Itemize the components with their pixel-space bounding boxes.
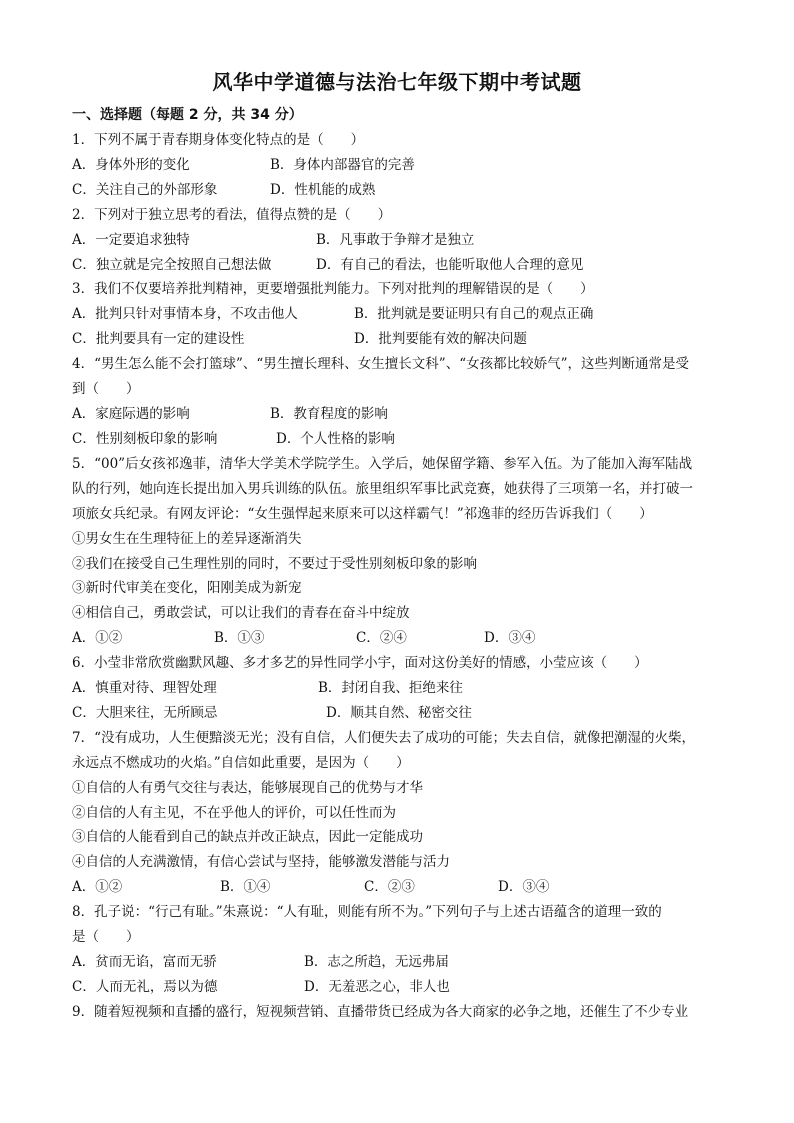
q1-option-b: B．身体内部器官的完善	[270, 157, 415, 173]
q2-option-a: A．一定要追求独特	[72, 232, 190, 248]
q5-statement-1: ①男女生在生理特征上的差异逐渐消失	[72, 531, 302, 547]
q7-statement-4: ④自信的人充满激情，有信心尝试与坚持，能够激发潜能与活力	[72, 854, 450, 870]
q6-option-c: C．大胆来往，无所顾忌	[72, 705, 218, 721]
question-7-stem-line1: 7．“没有成功，人生便黯淡无光；没有自信，人们便失去了成功的可能；失去自信，就像把潮湿的火柴，	[72, 730, 695, 746]
q7-statement-3: ③自信的人能看到自己的缺点并改正缺点，因此一定能成功	[72, 829, 423, 845]
q2-option-c: C．独立就是完全按照自己想法做	[72, 257, 272, 273]
q8-option-d: D．无羞恶之心，非人也	[304, 979, 450, 995]
q6-option-b: B．封闭自我、拒绝来往	[318, 680, 463, 696]
question-5-stem-line1: 5．“00”后女孩祁逸菲，清华大学美术学院学生。入学后，她保留学籍、参军入伍。为了能加入海军陆战	[72, 456, 693, 472]
q8-option-b: B．志之所趋，无远弗届	[304, 954, 449, 970]
q1-option-c: C．关注自己的外部形象	[72, 182, 218, 198]
q5-statement-4: ④相信自己，勇敢尝试，可以让我们的青春在奋斗中绽放	[72, 605, 410, 621]
q3-option-d: D．批判要能有效的解决问题	[354, 331, 527, 347]
question-5-stem-line3: 项旅女兵纪录。有网友评论：“女生强悍起来原来可以这样霸气！”祁逸菲的经历告诉我们（ ）	[72, 506, 653, 522]
q8-option-c: C．人而无礼，焉以为德	[72, 979, 218, 995]
question-1-stem: 1．下列不属于青春期身体变化特点的是（ ）	[72, 132, 365, 148]
q1-option-d: D．性机能的成熟	[270, 182, 376, 198]
question-6-stem: 6．小莹非常欣赏幽默风趣、多才多艺的异性同学小宇，面对这份美好的情感，小莹应该（ ）	[72, 655, 648, 671]
q3-option-b: B．批判就是要证明只有自己的观点正确	[354, 306, 594, 322]
question-8-stem-line2: 是（ ）	[72, 929, 140, 945]
question-8-stem-line1: 8．孔子说：“行己有耻。”朱熹说：“人有耻，则能有所不为。”下列句子与上述古语蕴含的道理一致的	[72, 904, 662, 920]
q5-option-a: A．①②	[72, 630, 123, 646]
question-3-stem: 3．我们不仅要培养批判精神，更要增强批判能力。下列对批判的理解错误的是（ ）	[72, 281, 594, 297]
question-4-stem-line1: 4．“男生怎么能不会打篮球”、“男生擅长理科、女生擅长文科”、“女孩都比较娇气”，这些判断通常是受	[72, 356, 689, 372]
q4-option-a: A．家庭际遇的影响	[72, 406, 190, 422]
q3-option-c: C．批判要具有一定的建设性	[72, 331, 245, 347]
q5-option-c: C．②④	[356, 630, 407, 646]
section-heading: 一、选择题（每题 2 分，共 34 分）	[72, 107, 303, 123]
q4-option-b: B．教育程度的影响	[270, 406, 388, 422]
question-4-stem-line2: 到（ ）	[72, 381, 140, 397]
q3-option-a: A．批判只针对事情本身，不攻击他人	[72, 306, 298, 322]
q2-option-b: B．凡事敢于争辩才是独立	[316, 232, 475, 248]
q7-option-b: B．①④	[220, 879, 271, 895]
exam-title: 风华中学道德与法治七年级下期中考试题	[212, 70, 582, 94]
q7-option-c: C．②③	[364, 879, 415, 895]
q1-option-a: A．身体外形的变化	[72, 157, 190, 173]
q7-statement-2: ②自信的人有主见，不在乎他人的评价，可以任性而为	[72, 805, 396, 821]
q2-option-d: D．有自己的看法，也能听取他人合理的意见	[316, 257, 584, 273]
q5-statement-2: ②我们在接受自己生理性别的同时，不要过于受性别刻板印象的影响	[72, 556, 477, 572]
q7-statement-1: ①自信的人有勇气交往与表达，能够展现自己的优势与才华	[72, 780, 423, 796]
q5-option-d: D．③④	[484, 630, 536, 646]
q5-option-b: B．①③	[214, 630, 265, 646]
q8-option-a: A．贫而无谄，富而无骄	[72, 954, 217, 970]
question-9-stem-line1: 9．随着短视频和直播的盛行，短视频营销、直播带货已经成为各大商家的必争之地，还催生了不少专业	[72, 1004, 689, 1020]
q6-option-a: A．慎重对待、理智处理	[72, 680, 217, 696]
question-7-stem-line2: 永远点不燃成功的火焰。”自信如此重要，是因为（ ）	[72, 755, 410, 771]
q4-option-d: D．个人性格的影响	[276, 431, 395, 447]
question-5-stem-line2: 队的行列，她向连长提出加入男兵训练的队伍。旅里组织军事比武竞赛，她获得了三项第一名，并打破一	[72, 481, 693, 497]
question-2-stem: 2．下列对于独立思考的看法，值得点赞的是（ ）	[72, 207, 392, 223]
q7-option-d: D．③④	[498, 879, 550, 895]
q5-statement-3: ③新时代审美在变化，阳刚美成为新宠	[72, 580, 302, 596]
q4-option-c: C．性别刻板印象的影响	[72, 431, 218, 447]
q6-option-d: D．顺其自然、秘密交往	[326, 705, 472, 721]
q7-option-a: A．①②	[72, 879, 123, 895]
